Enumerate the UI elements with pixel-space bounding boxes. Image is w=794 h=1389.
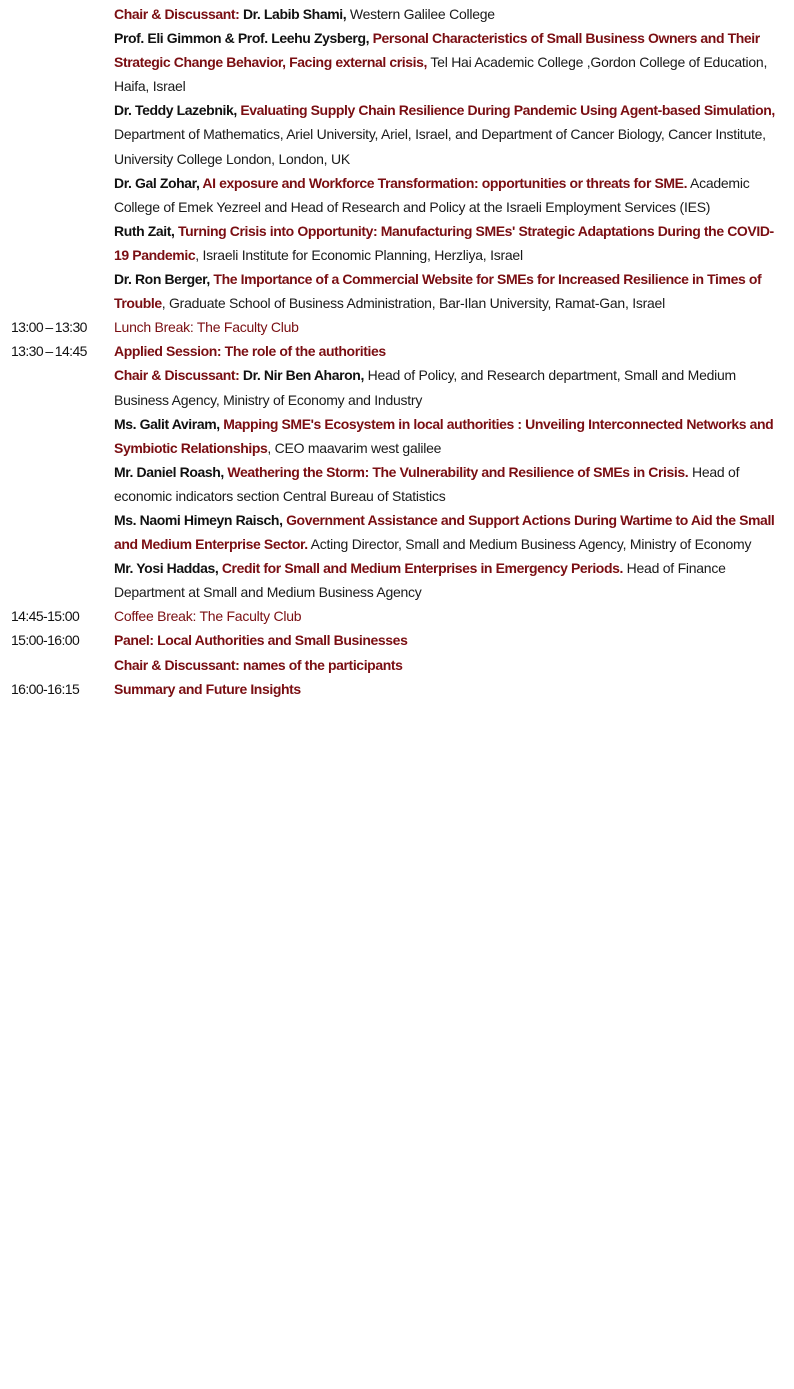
session-entry — [114, 363, 786, 411]
highlight-text: Credit for Small and Medium Enterprises in Emergency Periods. — [218, 560, 623, 577]
affiliation-text: , Israeli Institute for Economic Planning, Herzliya, Israel — [195, 246, 523, 263]
time-slot: 15:00-16:00 — [11, 632, 80, 649]
schedule-row — [0, 628, 794, 652]
highlight-text: Turning Crisis into Opportunity: Manufacturing SMEs' Strategic Adaptations During the COVID-19 Pandemic — [114, 222, 774, 263]
highlight-text: Mapping SME's Ecosystem in local authorities : Unveiling Interconnected Networks and Symbiotic Relationships — [114, 415, 774, 456]
highlight-text: Panel: Local Authorities and Small Businesses — [114, 632, 408, 649]
affiliation-text: Western Galilee College — [346, 6, 495, 22]
session-entry — [114, 604, 786, 628]
affiliation-text: Head of economic indicators section Central Bureau of Statistics — [114, 463, 740, 504]
schedule-row — [0, 604, 794, 628]
session-entry — [114, 677, 786, 701]
highlight-text: Evaluating Supply Chain Resilience During Pandemic Using Agent-based Simulation, — [236, 102, 775, 119]
speaker-name: Dr. Labib Shami, — [242, 6, 347, 22]
session-entry — [114, 460, 786, 508]
schedule-row — [0, 677, 794, 701]
schedule-row — [0, 339, 794, 363]
speaker-name: Ruth Zait, — [114, 222, 175, 239]
highlight-text: Chair & Discussant: names of the participants — [114, 656, 403, 673]
program-schedule — [0, 2, 794, 701]
highlight-text: Chair & Discussant: — [114, 6, 243, 22]
affiliation-text: Tel Hai Academic College ,Gordon College of Education, Haifa, Israel — [114, 54, 768, 95]
break-label: Lunch Break: The Faculty Club — [114, 319, 299, 336]
highlight-text: Personal Characteristics of Small Business Owners and Their Strategic Change Behavior, Facing external crisis, — [114, 30, 760, 71]
schedule-row — [0, 98, 794, 170]
highlight-text: Applied Session: The role of the authorities — [114, 343, 386, 360]
schedule-row — [0, 315, 794, 339]
affiliation-text: , CEO maavarim west galilee — [267, 439, 442, 456]
speaker-name: Mr. Daniel Roash, — [114, 463, 224, 480]
session-entry — [114, 628, 786, 652]
time-slot: 13:00 – 13:30 — [11, 319, 87, 336]
schedule-row — [0, 412, 794, 460]
highlight-text: Chair & Discussant: — [114, 367, 240, 384]
highlight-text: Weathering the Storm: The Vulnerability and Resilience of SMEs in Crisis. — [223, 463, 689, 480]
time-slot: 13:30 – 14:45 — [11, 343, 87, 360]
schedule-row — [0, 653, 794, 677]
schedule-row — [0, 171, 794, 219]
affiliation-text: , Graduate School of Business Administration, Bar-Ilan University, Ramat-Gan, Israel — [161, 295, 665, 312]
speaker-name: Dr. Gal Zohar, — [114, 174, 200, 191]
schedule-row — [0, 219, 794, 267]
schedule-row — [0, 556, 794, 604]
session-entry — [114, 508, 786, 556]
session-entry — [114, 315, 786, 339]
time-slot: 14:45-15:00 — [11, 608, 80, 625]
session-entry — [114, 171, 786, 219]
schedule-row — [0, 26, 794, 98]
session-entry — [114, 219, 786, 267]
break-label: Coffee Break: The Faculty Club — [114, 608, 302, 625]
session-entry — [114, 556, 786, 604]
session-entry — [114, 339, 786, 363]
affiliation-text: Head of Finance Department at Small and Medium Business Agency — [114, 560, 726, 601]
highlight-text: Government Assistance and Support Actions During Wartime to Aid the Small and Medium Enterprise Sector. — [114, 511, 775, 553]
speaker-name: Prof. Eli Gimmon & Prof. Leehu Zysberg, — [114, 30, 370, 47]
schedule-row — [0, 267, 794, 315]
schedule-row — [0, 2, 794, 26]
speaker-name: Dr. Ron Berger, — [114, 271, 210, 288]
speaker-name: Mr. Yosi Haddas, — [114, 560, 219, 577]
session-entry — [114, 267, 786, 315]
schedule-row — [0, 460, 794, 508]
speaker-name: Ms. Galit Aviram, — [114, 415, 220, 432]
session-entry — [114, 26, 786, 98]
affiliation-text: Department of Mathematics, Ariel University, Ariel, Israel, and Department of Cancer Biology, Cancer Institute, University College London, London, UK — [114, 126, 766, 167]
schedule-row — [0, 508, 794, 556]
schedule-row — [0, 363, 794, 411]
session-entry — [114, 412, 786, 460]
session-entry — [114, 98, 786, 170]
speaker-name: Dr. Teddy Lazebnik, — [114, 102, 237, 119]
highlight-text: The Importance of a Commercial Website for SMEs for Increased Resilience in Times of Trouble — [114, 271, 762, 312]
affiliation-text: Head of Policy, and Research department, Small and Medium Business Agency, Ministry of Economy and Industry — [114, 367, 736, 408]
speaker-name: Ms. Naomi Himeyn Raisch, — [114, 511, 283, 528]
session-entry — [114, 2, 786, 26]
affiliation-text: Academic College of Emek Yezreel and Head of Research and Policy at the Israeli Employment Services (IES) — [114, 174, 750, 215]
highlight-text: Summary and Future Insights — [114, 680, 301, 697]
session-entry — [114, 653, 786, 677]
speaker-name: Dr. Nir Ben Aharon, — [239, 367, 364, 384]
highlight-text: AI exposure and Workforce Transformation: opportunities or threats for SME. — [199, 174, 688, 191]
affiliation-text: Acting Director, Small and Medium Business Agency, Ministry of Economy — [307, 536, 752, 553]
time-slot: 16:00-16:15 — [11, 680, 80, 697]
